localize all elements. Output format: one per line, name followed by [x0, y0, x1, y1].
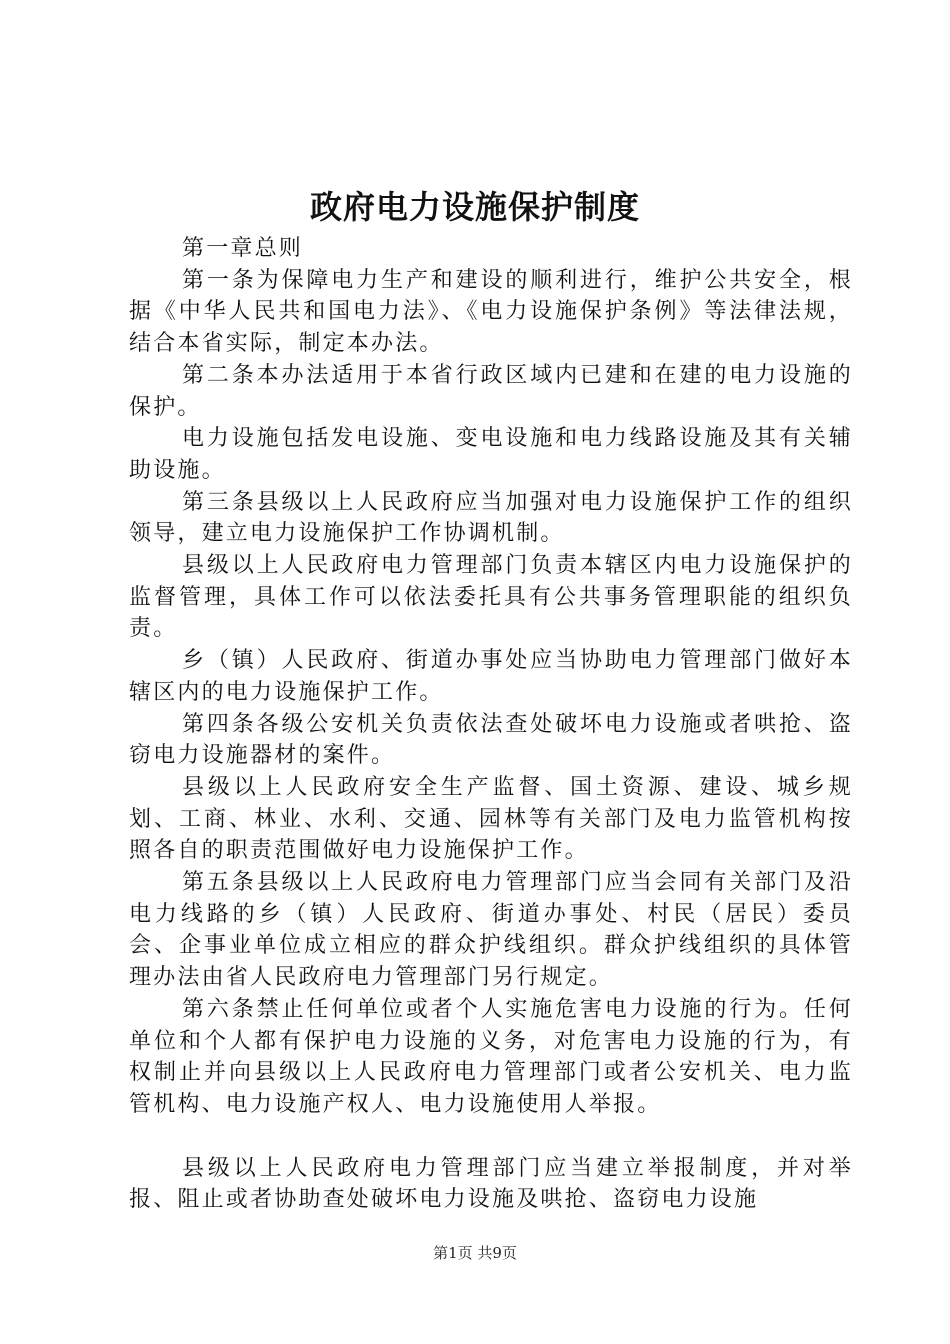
document-body [129, 233, 853, 1216]
document-title: 政府电力设施保护制度 [309, 188, 640, 226]
article-paragraph: 第三条县级以上人民政府应当加强对电力设施保护工作的组织领导，建立电力设施保护工作协调机制。 [129, 489, 853, 547]
article-paragraph: 第四条各级公安机关负责依法查处破坏电力设施或者哄抢、盗窃电力设施器材的案件。 [129, 711, 853, 769]
page-number-footer: 第1页 共9页 [433, 1244, 517, 1262]
article-paragraph: 第一条为保障电力生产和建设的顺利进行，维护公共安全，根据《中华人民共和国电力法》、《电力设施保护条例》等法律法规，结合本省实际，制定本办法。 [129, 267, 853, 357]
article-paragraph: 县级以上人民政府安全生产监督、国土资源、建设、城乡规划、工商、林业、水利、交通、园林等有关部门及电力监管机构按照各自的职责范围做好电力设施保护工作。 [129, 774, 853, 864]
article-paragraph: 乡（镇）人民政府、街道办事处应当协助电力管理部门做好本辖区内的电力设施保护工作。 [129, 648, 853, 705]
article-paragraph: 第二条本办法适用于本省行政区域内已建和在建的电力设施的保护。 [129, 362, 853, 420]
article-paragraph: 县级以上人民政府电力管理部门应当建立举报制度，并对举报、阻止或者协助查处破坏电力设施及哄抢、盗窃电力设施 [129, 1155, 853, 1213]
article-paragraph: 县级以上人民政府电力管理部门负责本辖区内电力设施保护的监督管理，具体工作可以依法委托具有公共事务管理职能的组织负责。 [129, 553, 853, 642]
chapter-heading: 第一章总则 [182, 236, 304, 261]
article-paragraph: 电力设施包括发电设施、变电设施和电力线路设施及其有关辅助设施。 [129, 426, 853, 483]
article-paragraph: 第五条县级以上人民政府电力管理部门应当会同有关部门及沿电力线路的乡（镇）人民政府、街道办事处、村民（居民）委员会、企事业单位成立相应的群众护线组织。群众护线组织的具体管理办法由省人民政府电力管理部门另行规定。 [129, 870, 853, 991]
article-paragraph: 第六条禁止任何单位或者个人实施危害电力设施的行为。任何单位和个人都有保护电力设施的义务，对危害电力设施的行为，有权制止并向县级以上人民政府电力管理部门或者公安机关、电力监管机构、电力设施产权人、电力设施使用人举报。 [129, 996, 853, 1117]
